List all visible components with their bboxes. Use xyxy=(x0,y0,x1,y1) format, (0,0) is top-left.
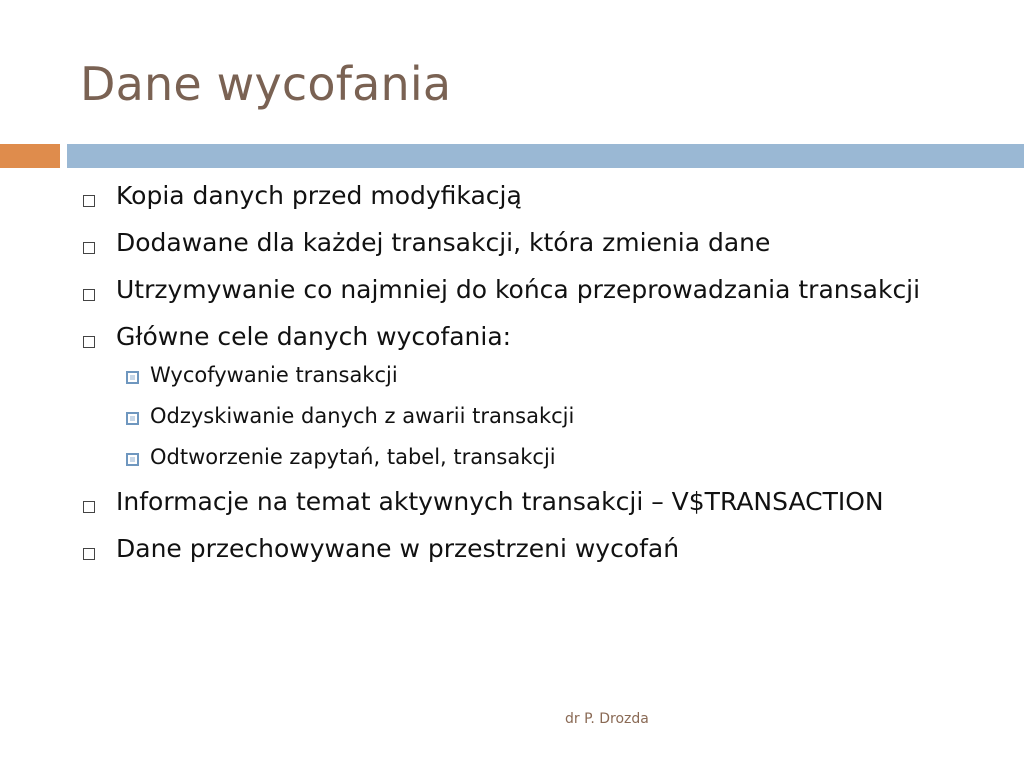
bullet-list xyxy=(80,180,980,580)
hollow-square-icon xyxy=(83,336,95,348)
hollow-square-icon xyxy=(83,548,95,560)
sub-bullet-text: Wycofywanie transakcji xyxy=(150,363,398,387)
sub-bullet-item xyxy=(116,402,980,430)
bullet-item xyxy=(80,227,980,259)
bullet-text: Główne cele danych wycofania: xyxy=(116,322,512,351)
bullet-item xyxy=(80,533,980,565)
bullet-item xyxy=(80,321,980,471)
hollow-square-icon xyxy=(83,501,95,513)
hollow-square-icon xyxy=(83,242,95,254)
sub-bullet-text: Odtworzenie zapytań, tabel, transakcji xyxy=(150,445,556,469)
accent-bar-blue xyxy=(67,144,1024,168)
bullet-text: Dodawane dla każdej transakcji, która zmienia dane xyxy=(116,228,771,257)
sub-bullet-list xyxy=(116,361,980,471)
hollow-square-icon xyxy=(83,289,95,301)
bullet-text: Dane przechowywane w przestrzeni wycofań xyxy=(116,534,680,563)
sub-bullet-text: Odzyskiwanie danych z awarii transakcji xyxy=(150,404,575,428)
filled-square-icon xyxy=(126,453,139,466)
filled-square-icon xyxy=(126,412,139,425)
bullet-item xyxy=(80,274,980,306)
hollow-square-icon xyxy=(83,195,95,207)
accent-bar-orange xyxy=(0,144,60,168)
slide-title: Dane wycofania xyxy=(80,57,452,111)
sub-bullet-item xyxy=(116,361,980,389)
bullet-text: Informacje na temat aktywnych transakcji – V$TRANSACTION xyxy=(116,487,884,516)
bullet-text: Kopia danych przed modyfikacją xyxy=(116,181,522,210)
sub-bullet-item xyxy=(116,443,980,471)
bullet-item xyxy=(80,180,980,212)
footer-author: dr P. Drozda xyxy=(565,711,649,727)
bullet-item xyxy=(80,486,980,518)
bullet-text: Utrzymywanie co najmniej do końca przeprowadzania transakcji xyxy=(116,275,921,304)
filled-square-icon xyxy=(126,371,139,384)
